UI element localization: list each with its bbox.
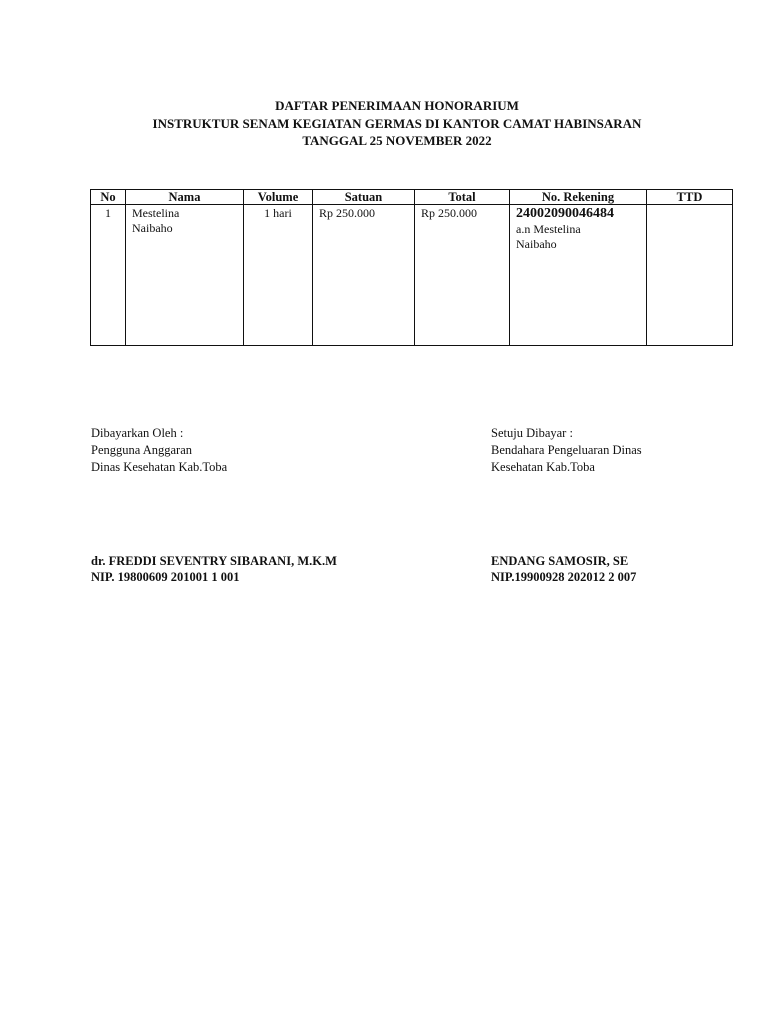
approver-block [491, 425, 642, 476]
payer-signer [91, 553, 337, 585]
payer-name: dr. FREDDI SEVENTRY SIBARANI, M.K.M [91, 554, 337, 568]
rekening-number: 24002090046484 [516, 206, 614, 221]
document-title [0, 97, 768, 150]
cell-volume: 1 hari [244, 205, 313, 346]
payer-nip: NIP. 19800609 201001 1 001 [91, 570, 240, 584]
header-total: Total [415, 190, 510, 205]
cell-ttd [647, 205, 733, 346]
header-rekening: No. Rekening [510, 190, 647, 205]
payer-label: Dibayarkan Oleh : [91, 426, 184, 440]
payer-role: Pengguna Anggaran [91, 443, 193, 457]
honorarium-table [90, 189, 733, 346]
payer-office: Dinas Kesehatan Kab.Toba [91, 460, 228, 474]
table-row [91, 205, 733, 346]
cell-satuan: Rp 250.000 [313, 205, 415, 346]
approver-signer [491, 553, 636, 585]
header-no: No [91, 190, 126, 205]
header-volume: Volume [244, 190, 313, 205]
approver-label: Setuju Dibayar : [491, 426, 573, 440]
title-line-1: DAFTAR PENERIMAAN HONORARIUM [275, 98, 519, 113]
header-ttd: TTD [647, 190, 733, 205]
header-satuan: Satuan [313, 190, 415, 205]
title-line-2: INSTRUKTUR SENAM KEGIATAN GERMAS DI KANTOR CAMAT HABINSARAN [152, 115, 642, 131]
approver-office: Kesehatan Kab.Toba [491, 460, 595, 474]
cell-total: Rp 250.000 [415, 205, 510, 346]
header-nama: Nama [126, 190, 244, 205]
approver-name: ENDANG SAMOSIR, SE [491, 554, 629, 568]
nama-first: Mestelina [132, 206, 180, 220]
approver-role: Bendahara Pengeluaran Dinas [491, 443, 642, 457]
table-header-row [91, 190, 733, 205]
payer-block [91, 425, 227, 476]
title-line-3: TANGGAL 25 NOVEMBER 2022 [302, 133, 492, 148]
cell-no: 1 [91, 205, 126, 346]
rekening-name-2: Naibaho [516, 237, 557, 251]
nama-last: Naibaho [132, 221, 173, 235]
approver-nip: NIP.19900928 202012 2 007 [491, 570, 637, 584]
rekening-name-1: a.n Mestelina [516, 222, 581, 236]
cell-nama [126, 205, 244, 346]
cell-rekening [510, 205, 647, 346]
